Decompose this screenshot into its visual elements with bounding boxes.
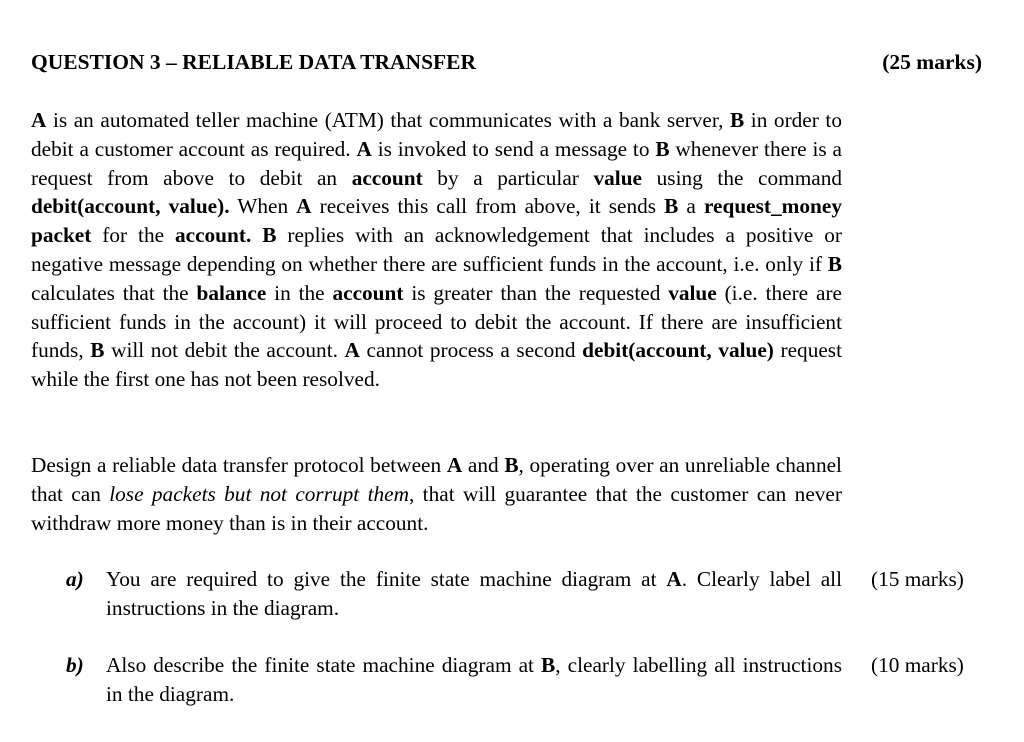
term-value: value — [593, 165, 643, 190]
scenario-paragraph: A is an automated teller machine (ATM) that communicates with a bank server, B in order to debit a customer account as required. A is invoked to send a message to B whenever there is a request from above to debit an account by a particular value using the command debit(account, value). When A receives this call from above, it sends B a request_money packet for the account. B replies with an acknowledgement that includes a positive or negative message depending on whether there are sufficient funds in the account, i.e. only if B calculates that the balance in the account is greater than the requested value (i.e. there are sufficient funds in the account) it will proceed to debit the account. If there are insufficient funds, B will not debit the account. A cannot process a second debit(account, value) request while the first one has not been resolved. — [31, 108, 843, 392]
entity-a: A — [356, 136, 372, 161]
term-account: account. — [174, 223, 252, 248]
design-task-paragraph: Design a reliable data transfer protocol between A and B, operating over an unreliable channel that can lose packets but not corrupt them, that will guarantee that the customer can never withdraw more money than is in their account. — [31, 453, 842, 535]
term-account: account — [332, 280, 404, 305]
subquestion-text: You are required to give the finite state machine diagram at A. Clearly label all instructions in the diagram. — [106, 567, 842, 620]
subquestion-a-marks: (15 marks) — [871, 567, 964, 591]
channel-property: lose packets but not corrupt them — [109, 481, 409, 506]
term-account: account — [351, 165, 423, 190]
subquestion-label: a) — [66, 567, 84, 591]
entity-b: B — [655, 136, 670, 161]
entity-b: B — [664, 194, 679, 219]
entity-b: B — [827, 251, 842, 276]
subquestion-label: b) — [66, 653, 84, 677]
term-request-money-packet: request_money packet — [31, 194, 842, 248]
command-debit: debit(account, value) — [582, 338, 774, 363]
entity-b: B — [504, 453, 519, 477]
subquestion-a — [66, 565, 842, 623]
term-value: value — [668, 280, 717, 305]
entity-a: A — [31, 108, 47, 132]
entity-a: A — [446, 453, 463, 477]
entity-b: B — [262, 223, 277, 248]
question-total-marks: (25 marks) — [882, 50, 982, 74]
entity-a: A — [344, 338, 360, 363]
entity-b: B — [541, 653, 556, 677]
question-title: QUESTION 3 – RELIABLE DATA TRANSFER — [31, 50, 477, 74]
term-balance: balance — [196, 280, 267, 305]
command-debit: debit(account, value). — [31, 194, 230, 219]
subquestion-b — [66, 651, 842, 709]
entity-b: B — [730, 108, 745, 132]
subquestion-b-marks: (10 marks) — [871, 653, 964, 677]
subquestion-text: Also describe the finite state machine diagram at B, clearly labelling all instructions in the diagram. — [106, 653, 842, 706]
entity-a: A — [296, 194, 312, 219]
entity-a: A — [666, 567, 682, 591]
entity-b: B — [90, 338, 105, 363]
